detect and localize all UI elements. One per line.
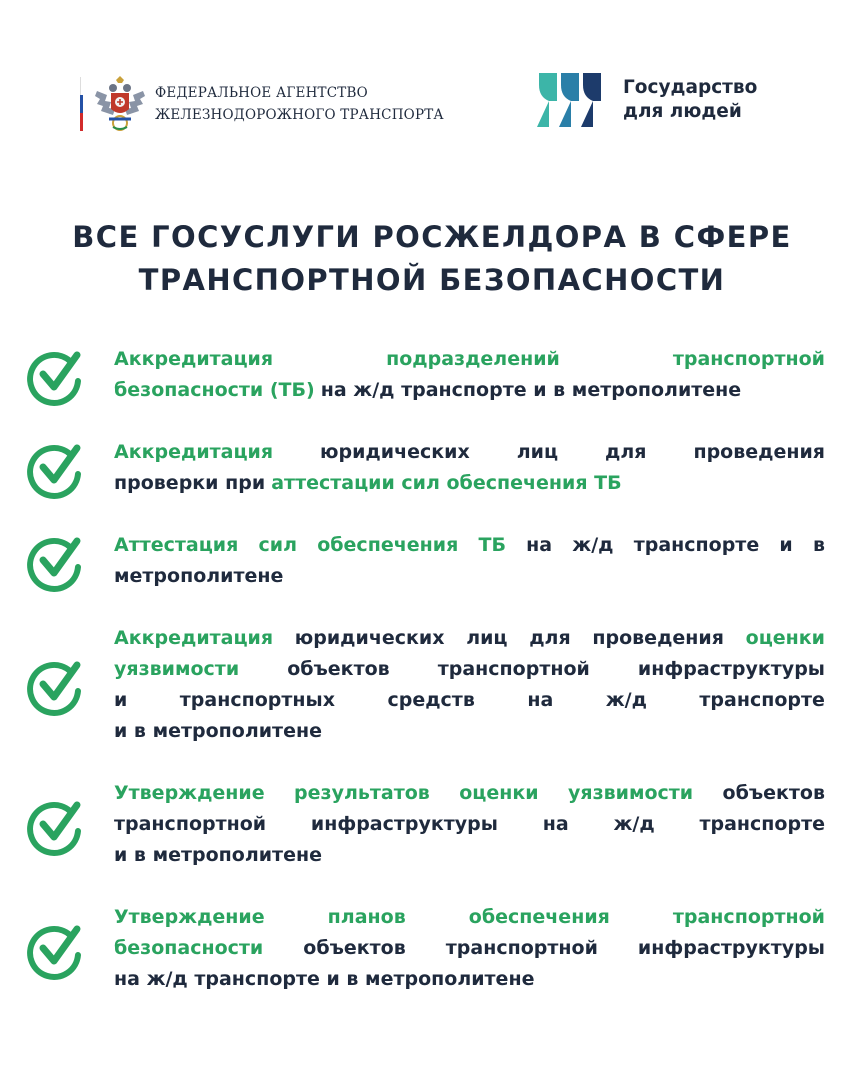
service-text: объектов	[287, 658, 390, 680]
service-text: объектов	[722, 782, 825, 804]
agency-name-line2: ЖЕЛЕЗНОДОРОЖНОГО ТРАНСПОРТА	[155, 107, 444, 123]
service-text-line	[114, 778, 825, 809]
service-text-line	[114, 468, 825, 499]
gov-for-people-logo	[535, 70, 757, 130]
page-title	[60, 216, 804, 302]
service-text-line	[114, 530, 825, 561]
page-title-line1: ВСЕ ГОСУСЛУГИ РОСЖЕЛДОРА В СФЕРЕ	[72, 220, 792, 254]
service-text: на	[526, 534, 553, 556]
service-text: юридических	[320, 441, 470, 463]
service-text: ж/д	[613, 813, 655, 835]
highlighted-text: ТБ	[478, 534, 506, 556]
service-text-line	[114, 561, 825, 592]
highlighted-text: уязвимости	[114, 658, 240, 680]
service-text: проведения	[592, 627, 724, 649]
service-text: и в метрополитене	[114, 844, 322, 866]
highlighted-text: Аттестация	[114, 534, 239, 556]
service-text: лиц	[516, 441, 559, 463]
highlighted-text: транспортной	[672, 348, 825, 370]
service-text: метрополитене	[114, 565, 284, 587]
highlighted-text: планов	[327, 906, 406, 928]
service-text-line	[114, 716, 825, 747]
service-text: транспортной	[437, 658, 590, 680]
agency-name-line1: ФЕДЕРАЛЬНОЕ АГЕНТСТВО	[155, 85, 368, 101]
service-text: инфраструктуры	[637, 658, 825, 680]
service-text: юридических	[294, 627, 445, 649]
service-text-line	[114, 375, 825, 406]
service-text: проверки при	[114, 472, 266, 494]
service-text: на	[542, 813, 569, 835]
highlighted-text: безопасности	[114, 937, 264, 959]
checkmark-circle-icon	[26, 798, 84, 856]
gov-name-line2: для людей	[623, 101, 742, 122]
service-text: проведения	[693, 441, 825, 463]
page-title-line2: ТРАНСПОРТНОЙ БЕЗОПАСНОСТИ	[138, 263, 726, 297]
service-text-line	[114, 902, 825, 933]
service-text: транспорте	[633, 534, 760, 556]
highlighted-text: обеспечения	[317, 534, 459, 556]
service-text: лиц	[466, 627, 508, 649]
highlighted-text: Аккредитация	[114, 627, 274, 649]
service-text: ж/д	[605, 689, 647, 711]
highlighted-text: Аккредитация	[114, 348, 274, 370]
service-text-line	[114, 344, 825, 375]
service-text-line	[114, 933, 825, 964]
double-headed-eagle-emblem-icon	[91, 75, 149, 133]
highlighted-text: уязвимости	[567, 782, 694, 804]
service-text: инфраструктуры	[637, 937, 825, 959]
service-text: на ж/д транспорте и в метрополитене	[320, 379, 742, 401]
highlighted-text: транспортной	[672, 906, 825, 928]
highlighted-text: Аккредитация	[114, 441, 274, 463]
service-text: и	[779, 534, 793, 556]
service-text: в	[812, 534, 825, 556]
highlighted-text: сил	[258, 534, 298, 556]
service-text: объектов	[303, 937, 406, 959]
service-text-line	[114, 685, 825, 716]
service-text-line	[114, 964, 825, 995]
russian-flag-stripe	[80, 77, 83, 131]
service-text: инфраструктуры	[310, 813, 498, 835]
highlighted-text: Утверждение	[114, 906, 265, 928]
checkmark-circle-icon	[26, 922, 84, 980]
agency-name	[155, 82, 444, 126]
highlighted-text: оценки	[745, 627, 825, 649]
service-text: и	[114, 689, 128, 711]
service-text: транспортных	[179, 689, 335, 711]
highlighted-text: оценки	[459, 782, 539, 804]
service-text-line	[114, 654, 825, 685]
service-text: транспорте	[699, 689, 825, 711]
service-text: транспортной	[114, 813, 267, 835]
service-text: для	[529, 627, 571, 649]
checkmark-circle-icon	[26, 658, 84, 716]
checkmark-circle-icon	[26, 534, 84, 592]
service-text-line	[114, 809, 825, 840]
highlighted-text: результатов	[294, 782, 430, 804]
service-text-line	[114, 437, 825, 468]
highlighted-text: безопасности (ТБ)	[114, 379, 315, 401]
checkmark-circle-icon	[26, 348, 84, 406]
highlighted-text: обеспечения	[468, 906, 610, 928]
service-text: для	[605, 441, 647, 463]
service-text: и в метрополитене	[114, 720, 322, 742]
service-text-line	[114, 623, 825, 654]
highlighted-text: подразделений	[386, 348, 560, 370]
checkmark-circle-icon	[26, 441, 84, 499]
agency-logo	[80, 74, 444, 134]
gov-for-people-mark-icon	[535, 71, 605, 129]
gov-for-people-name	[623, 76, 757, 124]
service-text: ж/д	[572, 534, 614, 556]
service-text: на	[527, 689, 554, 711]
service-text: транспорте	[699, 813, 825, 835]
service-text-line	[114, 840, 825, 871]
highlighted-text: аттестации сил обеспечения ТБ	[271, 472, 622, 494]
service-text: на ж/д транспорте и в метрополитене	[114, 968, 535, 990]
highlighted-text: Утверждение	[114, 782, 265, 804]
service-text: средств	[387, 689, 475, 711]
gov-name-line1: Государство	[623, 77, 758, 98]
service-text: транспортной	[445, 937, 598, 959]
